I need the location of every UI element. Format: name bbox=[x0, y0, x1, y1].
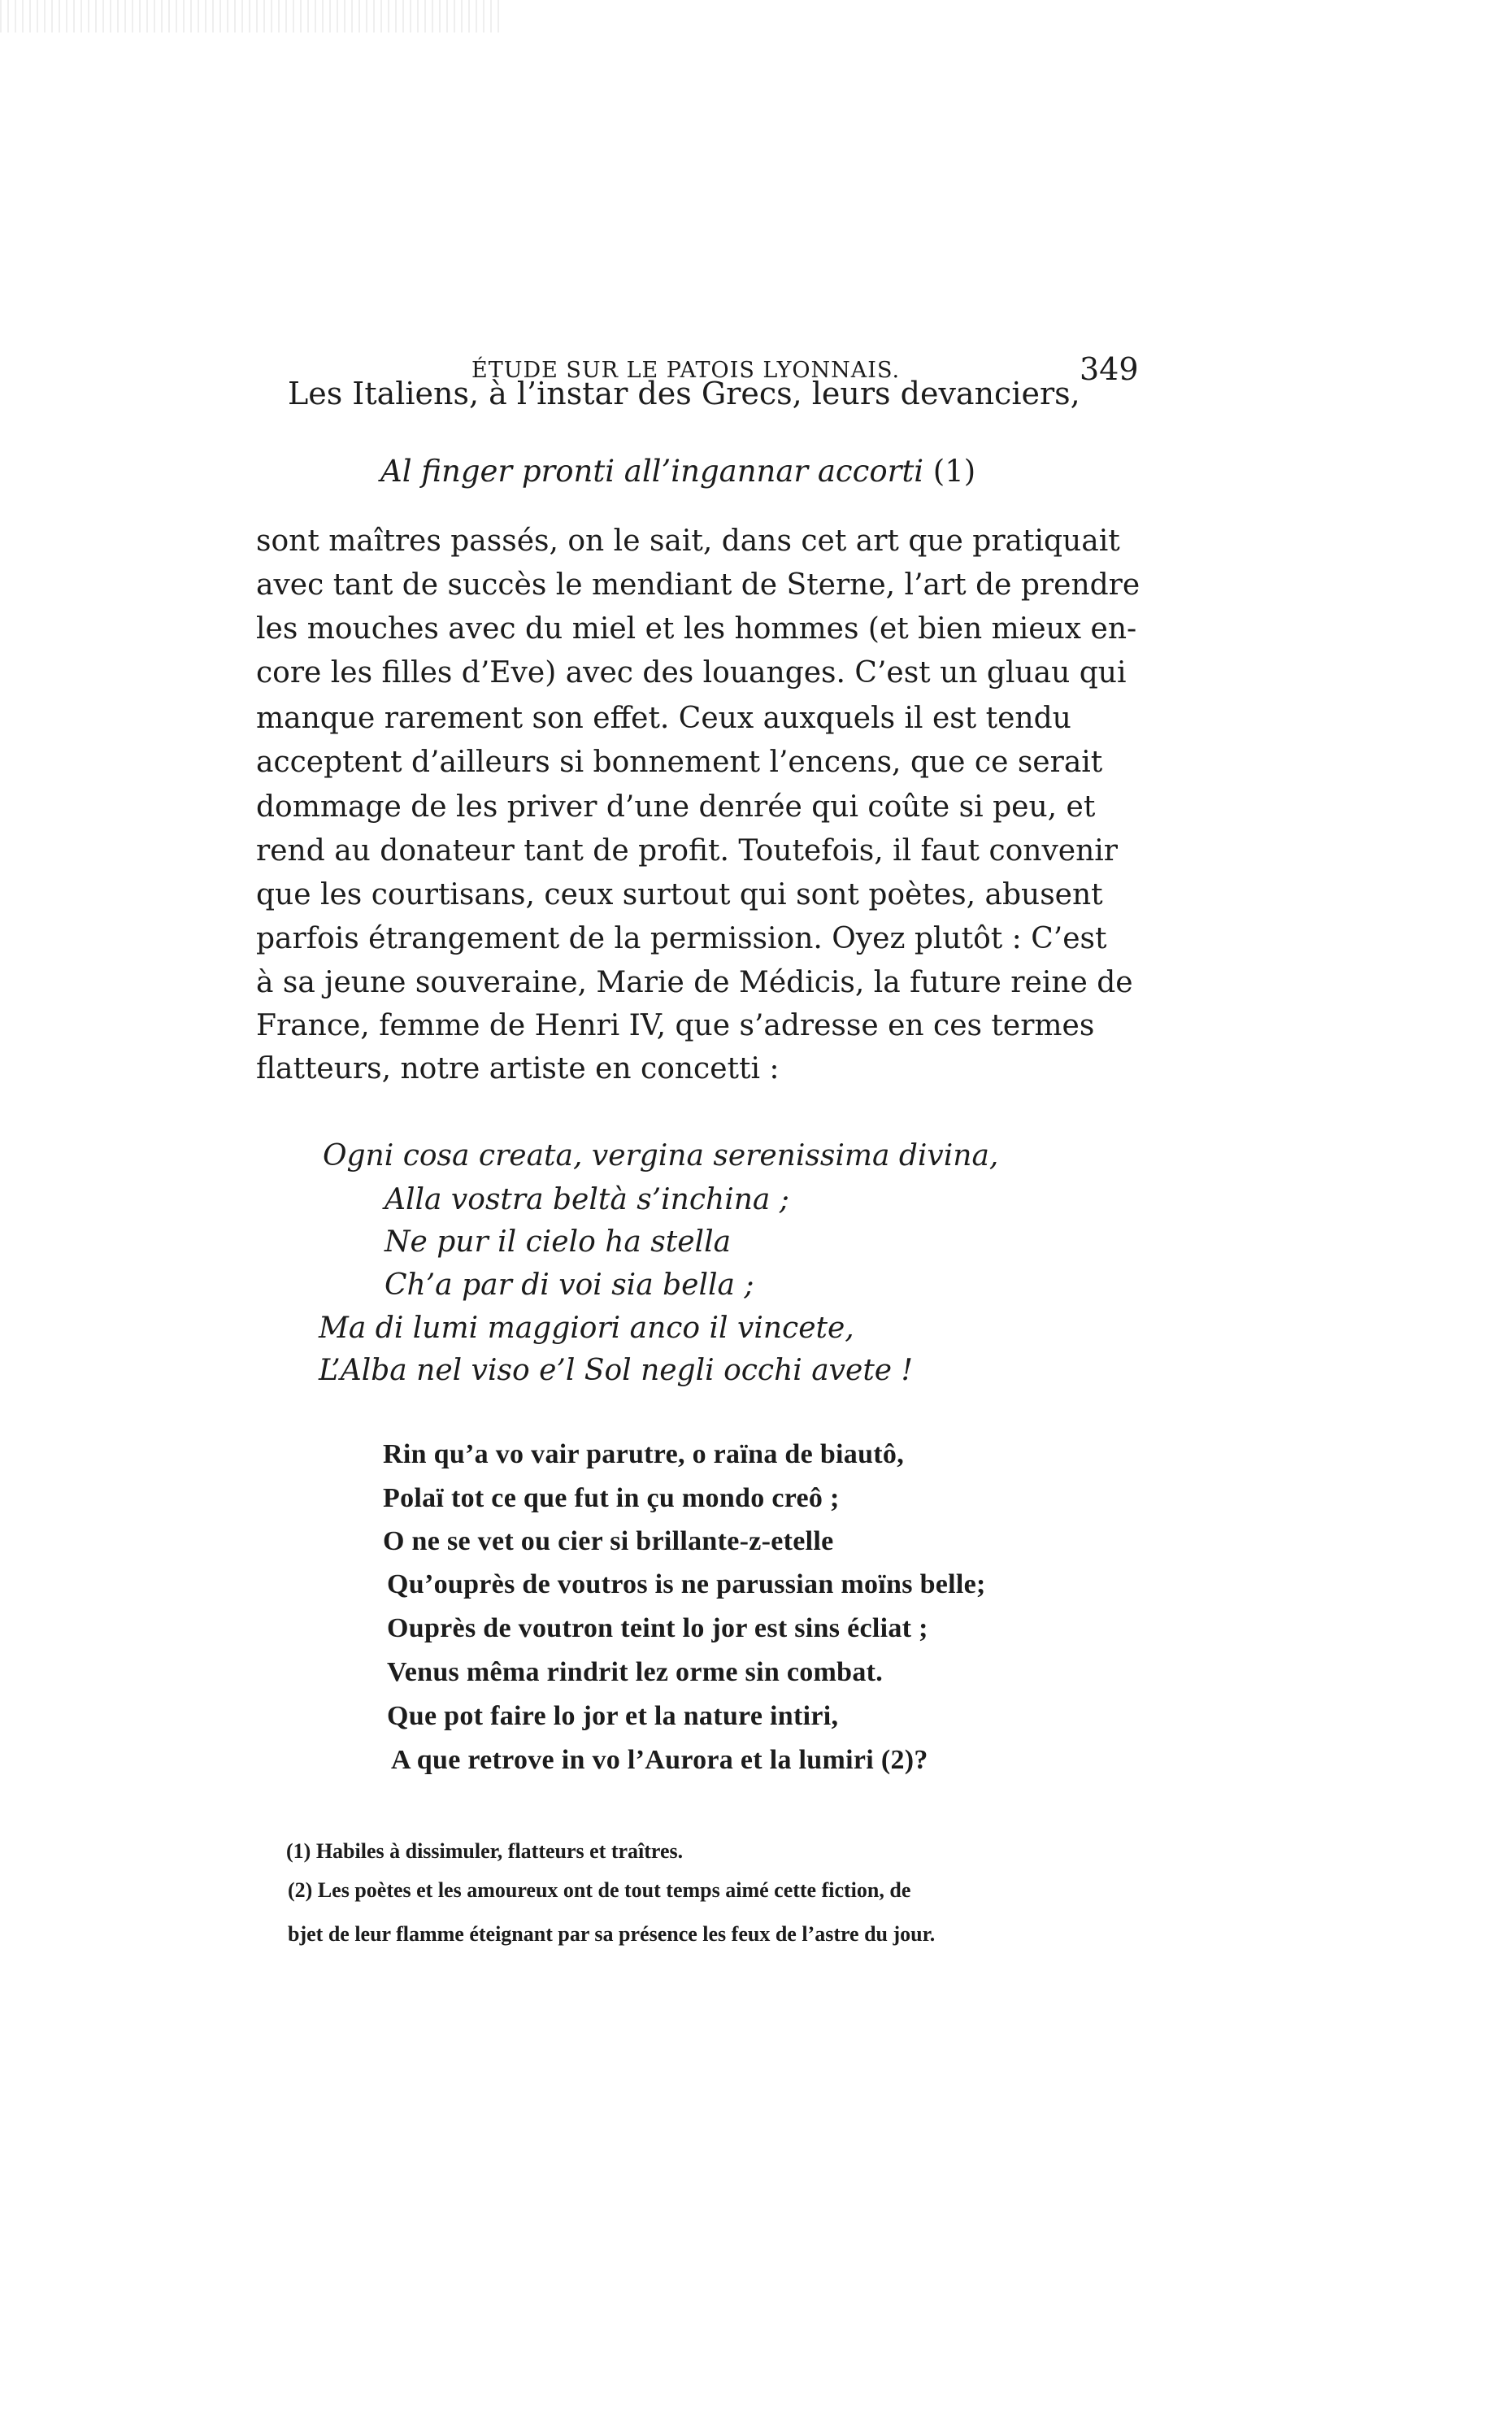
page-number: 349 bbox=[1080, 351, 1139, 387]
prose-line: dommage de les priver d’une denrée qui coûte si peu, et bbox=[256, 790, 1096, 824]
scan-edge-noise bbox=[0, 0, 504, 33]
verse-line: Alla vostra beltà s’inchina ; bbox=[385, 1183, 789, 1216]
verse-line: Polaï tot ce que fut in çu mondo creô ; bbox=[383, 1483, 840, 1513]
prose-line: flatteurs, notre artiste en concetti : bbox=[256, 1052, 780, 1085]
verse-line: Ch’a par di voi sia bella ; bbox=[385, 1268, 754, 1302]
footnote-1: (1) Habiles à dissimuler, flatteurs et traîtres. bbox=[286, 1839, 684, 1863]
italian-motto bbox=[380, 454, 975, 489]
verse-line: O ne se vet ou cier si brillante-z-etelle bbox=[383, 1526, 834, 1556]
verse-line: Ma di lumi maggiori anco il vincete, bbox=[319, 1312, 854, 1345]
verse-line: Rin qu’a vo vair parutre, o raïna de biautô, bbox=[383, 1439, 905, 1469]
prose-line: France, femme de Henri IV, que s’adresse en ces termes bbox=[256, 1009, 1095, 1042]
verse-line: Venus mêma rindrit lez orme sin combat. bbox=[387, 1657, 884, 1687]
prose-line: rend au donateur tant de profit. Toutefois, il faut convenir bbox=[256, 834, 1119, 868]
verse-line: A que retrove in vo l’Aurora et la lumiri (2)? bbox=[391, 1745, 928, 1775]
prose-line: manque rarement son effet. Ceux auxquels il est tendu bbox=[256, 702, 1071, 735]
motto-text: Al finger pronti all’ingannar accorti bbox=[380, 454, 924, 489]
prose-line: à sa jeune souveraine, Marie de Médicis, la future reine de bbox=[256, 966, 1133, 999]
prose-line: avec tant de succès le mendiant de Sterne, l’art de prendre bbox=[256, 568, 1141, 602]
prose-line: acceptent d’ailleurs si bonnement l’encens, que ce serait bbox=[256, 746, 1103, 779]
verse-line: Qu’ouprès de voutros is ne parussian moïns belle; bbox=[387, 1569, 986, 1599]
intro-line: Les Italiens, à l’instar des Grecs, leurs devanciers, bbox=[288, 376, 1080, 411]
verse-line: Ogni cosa creata, vergina serenissima divina, bbox=[323, 1139, 999, 1172]
prose-line: parfois étrangement de la permission. Oyez plutôt : C’est bbox=[256, 922, 1107, 955]
footnote-2-continued: bjet de leur flamme éteignant par sa présence les feux de l’astre du jour. bbox=[288, 1922, 936, 1946]
verse-line: Que pot faire lo jor et la nature intiri, bbox=[387, 1701, 839, 1731]
prose-line: que les courtisans, ceux surtout qui sont poètes, abusent bbox=[256, 878, 1103, 911]
footnote-2: (2) Les poètes et les amoureux ont de tout temps aimé cette fiction, de bbox=[288, 1878, 911, 1902]
prose-line: les mouches avec du miel et les hommes (et bien mieux en- bbox=[256, 612, 1137, 646]
verse-line: Ouprès de voutron teint lo jor est sins écliat ; bbox=[387, 1613, 928, 1643]
verse-line: Ne pur il cielo ha stella bbox=[385, 1225, 732, 1259]
motto-footnote-ref: (1) bbox=[932, 454, 976, 489]
running-title: ÉTUDE SUR LE PATOIS LYONNAIS. bbox=[471, 358, 901, 383]
verse-line: L’Alba nel viso e’l Sol negli occhi avete ! bbox=[319, 1354, 914, 1387]
prose-line: sont maîtres passés, on le sait, dans cet art que pratiquait bbox=[256, 524, 1120, 558]
prose-line: core les filles d’Eve) avec des louanges. C’est un gluau qui bbox=[256, 656, 1127, 690]
